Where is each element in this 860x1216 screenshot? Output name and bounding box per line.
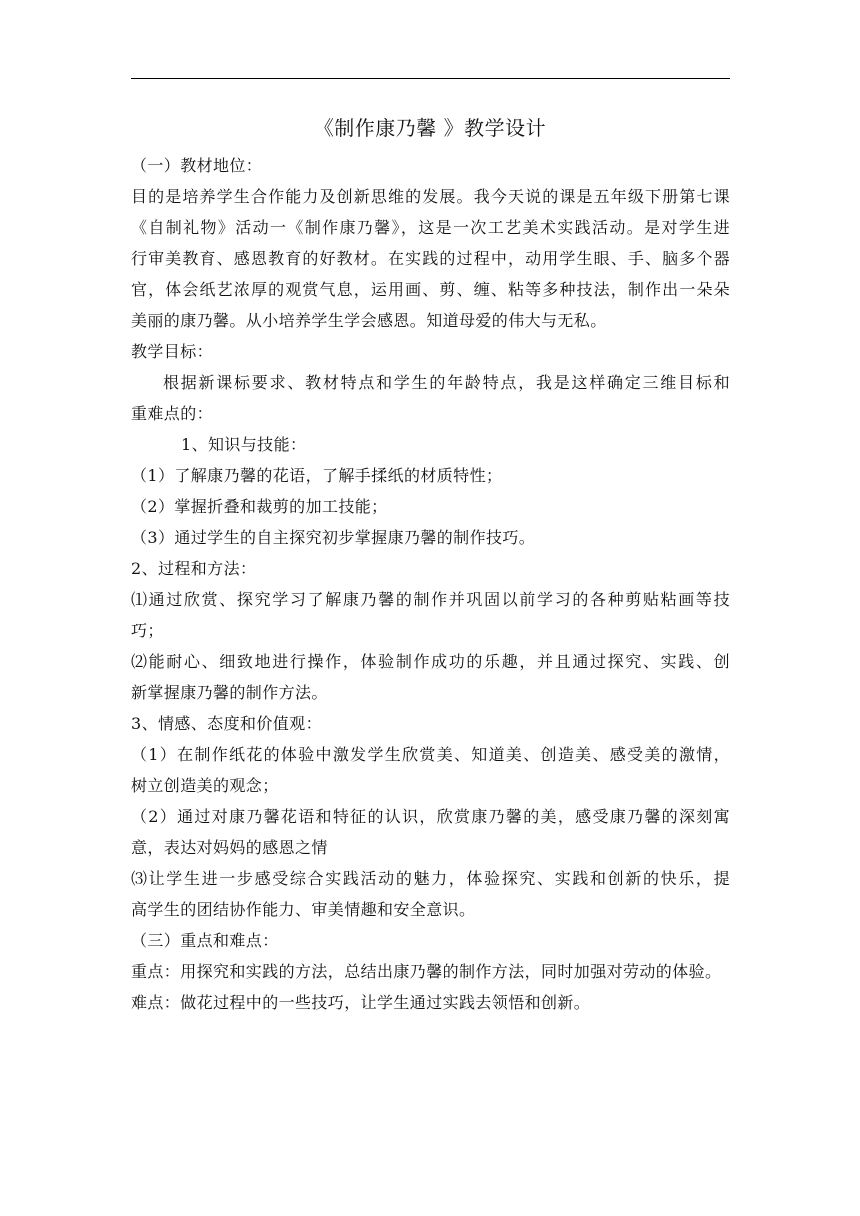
list-item: 高学生的团结协作能力、审美情趣和安全意识。 — [131, 900, 476, 919]
paragraph-line: 重点：用探究和实践的方法，总结出康乃馨的制作方法，同时加强对劳动的体验。 — [131, 962, 722, 981]
section-heading: （一）教材地位： — [131, 156, 263, 175]
paragraph-line: 行审美教育、感恩教育的好教材。在实践的过程中，动用学生眼、手、脑多个器 — [131, 249, 730, 268]
list-item: （3）通过学生的自主探究初步掌握康乃馨的制作技巧。 — [131, 528, 536, 547]
list-item: ⑵能耐心、细致地进行操作，体验制作成功的乐趣，并且通过探究、实践、创 — [131, 652, 730, 671]
list-item: 树立创造美的观念； — [131, 776, 279, 795]
subsection-heading: 2、过程和方法： — [131, 559, 257, 578]
section-heading: 教学目标： — [131, 342, 214, 361]
document-body — [131, 150, 730, 1018]
document-title: 《制作康乃馨 》教学设计 — [313, 116, 547, 140]
list-item: ⑶让学生进一步感受综合实践活动的魅力，体验探究、实践和创新的快乐，提 — [131, 869, 730, 888]
paragraph-line: 目的是培养学生合作能力及创新思维的发展。我今天说的课是五年级下册第七课 — [131, 187, 730, 206]
list-item: （1）了解康乃馨的花语，了解手揉纸的材质特性； — [131, 466, 503, 485]
list-item: （2）掌握折叠和裁剪的加工技能； — [131, 497, 388, 516]
list-item: 新掌握康乃馨的制作方法。 — [131, 683, 328, 702]
list-item: 意，表达对妈妈的感恩之情 — [131, 838, 328, 857]
paragraph-line: 《自制礼物》活动一《制作康乃馨》，这是一次工艺美术实践活动。是对学生进 — [131, 218, 730, 237]
list-item: ⑴通过欣赏、探究学习了解康乃馨的制作并巩固以前学习的各种剪贴粘画等技 — [131, 590, 730, 609]
list-item: （1）在制作纸花的体验中激发学生欣赏美、知道美、创造美、感受美的激情， — [131, 745, 730, 764]
paragraph-line: 美丽的康乃馨。从小培养学生学会感恩。知道母爱的伟大与无私。 — [131, 311, 607, 330]
paragraph-line: 官，体会纸艺浓厚的观赏气息，运用画、剪、缠、粘等多种技法，制作出一朵朵 — [131, 280, 730, 299]
paragraph-line: 难点：做花过程中的一些技巧，让学生通过实践去领悟和创新。 — [131, 993, 591, 1012]
paragraph-line: 重难点的： — [131, 404, 214, 423]
subsection-heading: 3、情感、态度和价值观： — [131, 714, 322, 733]
paragraph-line: 根据新课标要求、教材特点和学生的年龄特点，我是这样确定三维目标和 — [163, 373, 730, 392]
subsection-heading: 1、知识与技能： — [181, 435, 307, 454]
list-item: 巧； — [131, 621, 164, 640]
list-item: （2）通过对康乃馨花语和特征的认识，欣赏康乃馨的美，感受康乃馨的深刻寓 — [131, 807, 730, 826]
section-heading: （三）重点和难点： — [131, 931, 279, 950]
header-rule — [131, 78, 730, 79]
